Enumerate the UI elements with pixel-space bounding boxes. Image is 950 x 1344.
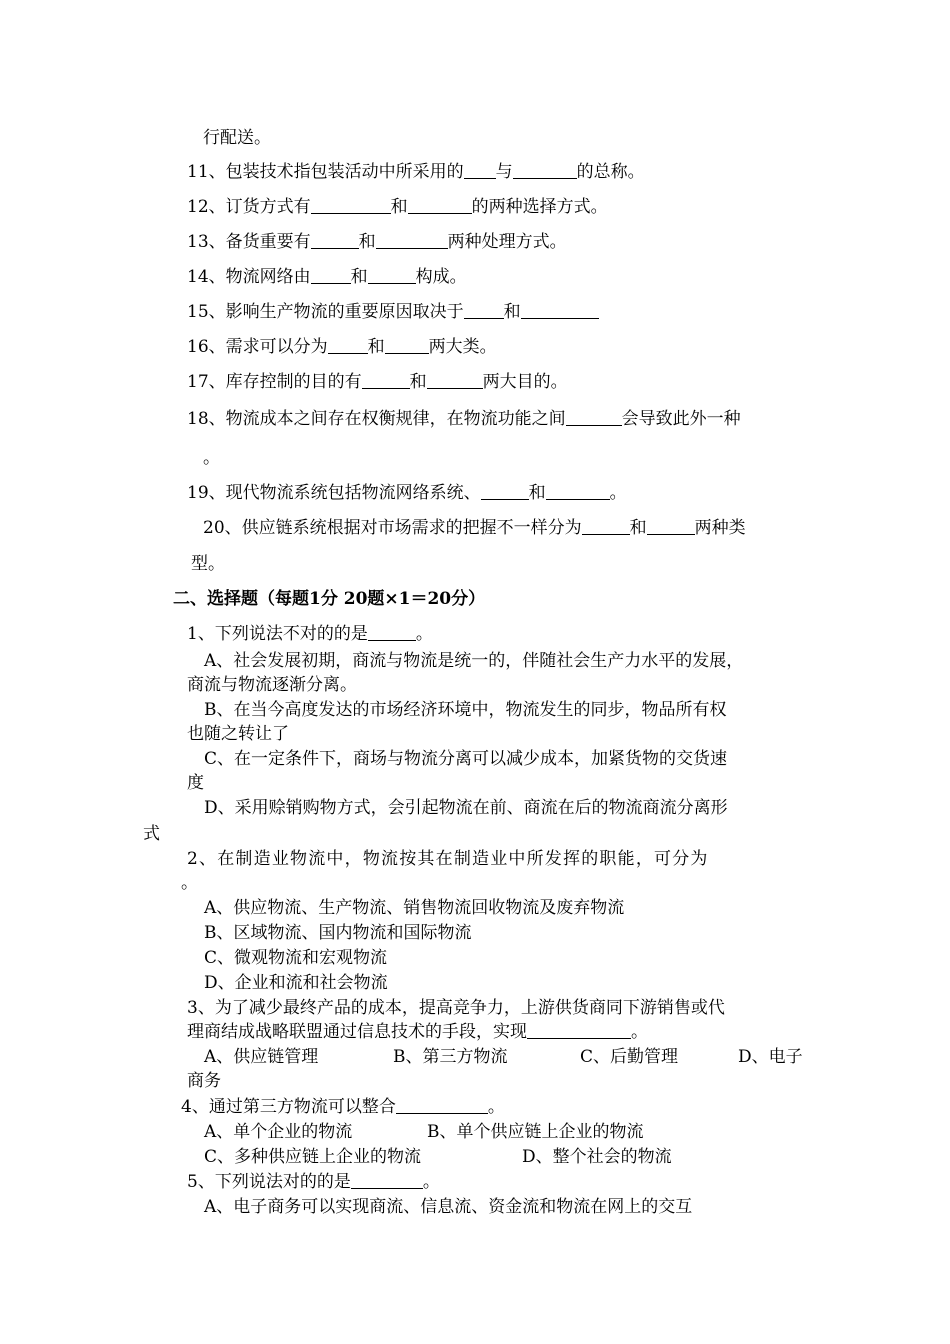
answer-blank xyxy=(566,408,622,426)
option-a: A、单个企业的物流 xyxy=(204,1122,353,1142)
choice-question-2: 2、在制造业物流中，物流按其在制造业中所发挥的职能，可分为 xyxy=(187,849,709,869)
question-17: 17、库存控制的目的有 和 两大目的。 xyxy=(187,372,568,392)
answer-blank xyxy=(521,301,599,319)
option-b: B、单个供应链上企业的物流 xyxy=(427,1122,644,1142)
option-b: B、区域物流、国内物流和国际物流 xyxy=(204,923,472,943)
answer-blank xyxy=(464,161,496,179)
option-d: D、整个社会的物流 xyxy=(522,1147,672,1167)
option-d: D、电子 xyxy=(738,1047,803,1067)
option-a-cont: 商流与物流逐渐分离。 xyxy=(187,675,357,695)
choice-question-4: 4、通过第三方物流可以整合 。 xyxy=(181,1097,505,1117)
option-b-cont: 也随之转让了 xyxy=(187,724,289,744)
answer-blank xyxy=(311,196,391,214)
option-d-cont: 式 xyxy=(143,824,160,844)
option-d: D、采用赊销购物方式，会引起物流在前、商流在后的物流商流分离形 xyxy=(204,798,728,818)
answer-blank xyxy=(513,161,577,179)
option-b: B、在当今高度发达的市场经济环境中，物流发生的同步，物品所有权 xyxy=(204,700,727,720)
answer-blank xyxy=(408,196,472,214)
answer-blank xyxy=(311,266,351,284)
answer-blank xyxy=(647,517,695,535)
answer-blank xyxy=(464,301,504,319)
answer-blank xyxy=(481,482,529,500)
choice-question-1: 1、下列说法不对的的是 。 xyxy=(187,624,433,644)
option-d: D、企业和流和社会物流 xyxy=(204,973,388,993)
option-a: A、电子商务可以实现商流、信息流、资金流和物流在网上的交互 xyxy=(204,1197,693,1217)
option-a: A、供应链管理 xyxy=(204,1047,319,1067)
choice-question-3: 3、为了减少最终产品的成本，提高竞争力，上游供货商同下游销售或代 xyxy=(187,998,725,1018)
option-c: C、在一定条件下，商场与物流分离可以减少成本，加紧货物的交货速 xyxy=(204,749,728,769)
answer-blank xyxy=(385,336,429,354)
answer-blank xyxy=(396,1096,488,1114)
answer-blank xyxy=(362,371,410,389)
answer-blank xyxy=(328,336,368,354)
choice-question-5: 5、下列说法对的的是 。 xyxy=(187,1172,440,1192)
question-20: 20、供应链系统根据对市场需求的把握不一样分为 和 两种类 xyxy=(203,518,746,538)
question-19: 19、现代物流系统包括物流网络系统、 和 。 xyxy=(187,483,627,503)
question-20-end: 型。 xyxy=(191,554,225,574)
choice-question-2-end: 。 xyxy=(181,873,198,893)
option-c: C、后勤管理 xyxy=(580,1047,679,1067)
question-15: 15、影响生产物流的重要原因取决于 和 xyxy=(187,301,599,323)
answer-blank xyxy=(376,231,448,249)
option-d-cont: 商务 xyxy=(187,1071,221,1091)
question-14: 14、物流网络由 和 构成。 xyxy=(187,267,467,287)
answer-blank xyxy=(368,266,416,284)
question-11: 11、包装技术指包装活动中所采用的 与 的总称。 xyxy=(187,162,645,182)
choice-question-3-cont: 理商结成战略联盟通过信息技术的手段，实现 。 xyxy=(187,1022,648,1042)
answer-blank xyxy=(527,1021,631,1039)
question-16: 16、需求可以分为 和 两大类。 xyxy=(187,337,497,357)
option-a: A、社会发展初期，商流与物流是统一的，伴随社会生产力水平的发展， xyxy=(204,651,744,671)
option-b: B、第三方物流 xyxy=(393,1047,508,1067)
option-c: C、多种供应链上企业的物流 xyxy=(204,1147,422,1167)
question-12: 12、订货方式有 和 的两种选择方式。 xyxy=(187,197,608,217)
option-a: A、供应物流、生产物流、销售物流回收物流及废弃物流 xyxy=(204,898,625,918)
option-c: C、微观物流和宏观物流 xyxy=(204,948,388,968)
answer-blank xyxy=(546,482,610,500)
section-heading: 二、选择题（每题1分 20题×1＝20分） xyxy=(173,589,486,609)
option-c-cont: 度 xyxy=(187,773,204,793)
answer-blank xyxy=(351,1171,423,1189)
question-18: 18、物流成本之间存在权衡规律，在物流功能之间 会导致此外一种 xyxy=(187,409,741,429)
answer-blank xyxy=(427,371,483,389)
question-13: 13、备货重要有 和 两种处理方式。 xyxy=(187,232,567,252)
question-18-end: 。 xyxy=(203,448,220,468)
answer-blank xyxy=(311,231,359,249)
answer-blank xyxy=(582,517,630,535)
answer-blank xyxy=(368,623,416,641)
continued-text: 行配送。 xyxy=(203,128,271,148)
